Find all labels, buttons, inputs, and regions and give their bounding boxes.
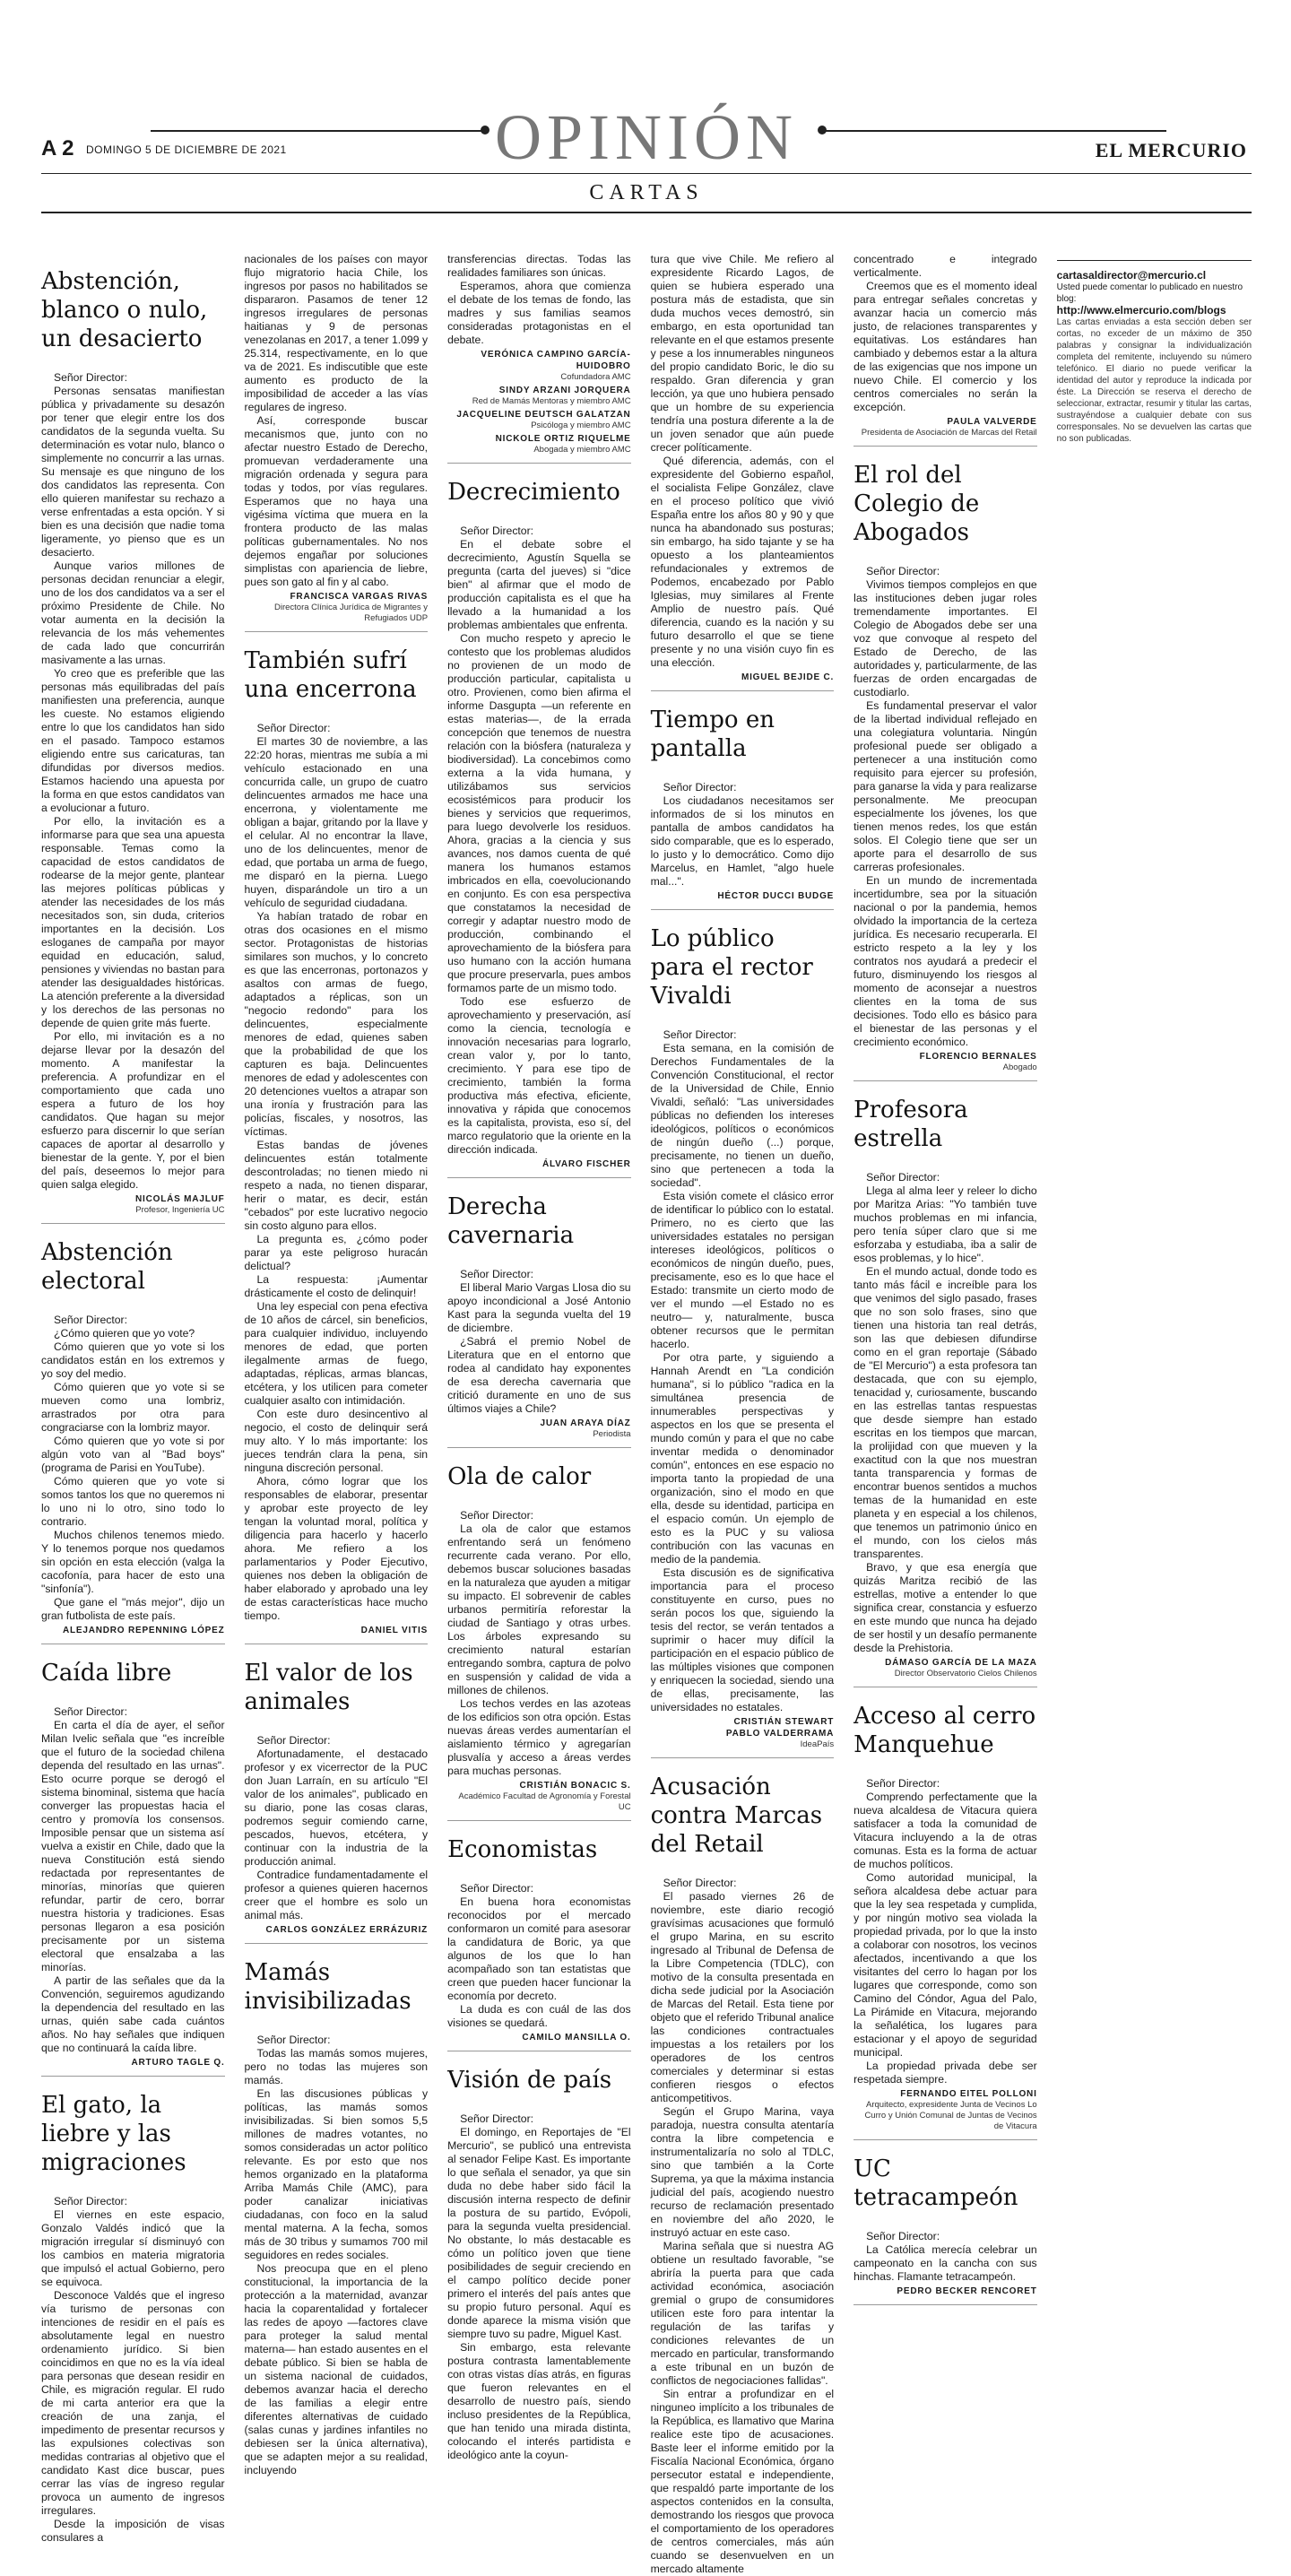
letter-signature	[41, 2057, 225, 2069]
letter-title: Mamás invisibilizadas	[244, 1959, 412, 2015]
blog-link[interactable]: http://www.elmercurio.com/blogs	[1056, 304, 1226, 317]
letter-paragraph: Creemos que es el momento ideal para entregar señales concretas y avanzar hacia un comercio más justo, de relaciones transparentes y equitativas. Los estándares han cambiado y debemos estar a la altura de las exigencias que nos impone un nuevo Chile. El comercio y los centros comerciales no serán la excepción.	[853, 280, 1037, 413]
letter-paragraph: Los ciudadanos necesitamos ser informados de si los minutos en pantalla de ambos candidatos ha sido comparable, que es lo esperado, lo justo y lo democrático. Como dijo Marcelus, en Hamlet, "algo huele mal...".	[650, 794, 835, 888]
author-role: IdeaPaís	[800, 1739, 835, 1749]
letter-title: También sufrí una encerrona	[244, 647, 417, 703]
submission-info	[1057, 260, 1252, 445]
masthead-divider	[41, 212, 1252, 213]
letter-paragraph: El liberal Mario Vargas Llosa dio su apoyo incondicional a José Antonio Kast para la segunda vuelta del 19 de diciembre.	[447, 1281, 631, 1334]
column-6	[1057, 253, 1252, 2405]
page-date: DOMINGO 5 DE DICIEMBRE DE 2021	[86, 143, 287, 156]
letter-divider	[853, 2139, 1037, 2140]
letter-paragraph: El pasado viernes 26 de noviembre, este diario recogió gravísimas acusaciones que formuló el grupo Marina, en su escrito ingresado al Tribunal de Defensa de la Libre Competencia (TDLC), con motivo de la consulta presentada en dicha sede judicial por la Asociación de Marcas del Retail. Esta tiene por objeto que el referido Tribunal analice las condiciones contractuales impuestas a los retailers por los operadores de los centros comerciales y determinar si estas confieren riesgos o efectos anticompetitivos.	[650, 1890, 835, 2104]
letter-signature	[245, 1924, 429, 1936]
letter-paragraph: Esta discusión es de significativa importancia para el proceso constituyente en curso, pues no serán pocos los que, siguiendo la tesis del rector, se verán tentados a suprimir o hacer muy difícil la participación en el espacio público de las múltiples visiones que componen y enriquecen la sociedad, siendo una de ellas, precisamente, las universidades no estatales.	[650, 1566, 835, 1713]
author-role: Arquitecto, expresidente Junta de Vecinos Lo Curro y Unión Comunal de Juntas de Vecinos de Vitacura	[864, 2100, 1037, 2131]
letter-paragraph: Sin entrar a profundizar en el ninguneo implícito a los tribunales de la República, es llamativo que Marina realice este tipo de acusaciones. Baste leer el informe emitido por la Fiscalía Nacional Económica, órgano persecutor estatal e independiente, que respaldó parte importante de los aspectos contenidos en la consulta, demostrando los riesgos que provoca el comportamiento de los operadores de centros comerciales, más aún cuando se desenvuelven en un mercado altamente	[650, 2388, 835, 2575]
letter-paragraph: Por ello, la invitación es a informarse para que sea una apuesta responsable. Temas como la capacidad de estos candidatos de rodearse de la mejor gente, plantear las mejores políticas públicas y atender las necesidades de los más necesitados son, sin duda, criterios importantes en la decisión. Los esloganes de campaña por mayor equidad en educación, salud, pensiones y viviendas no bastan para atender las desigualdades históricas. La atención preferente a la diversidad y los derechos de las personas no depende de quien grite más fuerte.	[41, 815, 225, 1029]
letter-signature	[651, 672, 835, 683]
letter	[853, 1702, 1037, 2140]
letter-signature	[245, 591, 429, 624]
letter	[447, 1462, 631, 1821]
letter-salutation: Señor Director:	[866, 1777, 940, 1790]
letter-paragraph: El martes 30 de noviembre, a las 22:20 horas, mientras me subía a mi vehículo estacionado en una concurrida calle, un grupo de cuatro delincuentes armados me hace una encerrona, y violentamente me obligan a bajar, gritando por la llave y el celular. Al no encontrar la llave, uno de los delincuentes, menor de edad, que portaba un arma de fuego, me disparó en la pierna. Luego huyen, disparándole un tiro a un vehículo de seguridad ciudadana.	[244, 735, 429, 909]
letter-paragraph: Ya habían tratado de robar en otras dos ocasiones en el mismo sector. Protagonistas de historias similares son muchos, y lo concreto es que las encerronas, portonazos y asaltos con armas de fuego, adaptados a réplicas, son un "negocio redondo" para los delincuentes, especialmente menores de edad, quienes saben que la probabilidad de que los capturen es baja. Delincuentes menores de edad y adolescentes con 20 detenciones vueltos a atrapar son una ironía y frustración para las policías, fiscales, y nosotros, las víctimas.	[244, 910, 429, 1138]
letter-paragraph: El viernes en este espacio, Gonzalo Valdés indicó que la migración irregular sí disminuyó con los cambios en materia migratoria que impulsó el actual Gobierno, pero se equivoca.	[41, 2208, 225, 2288]
letter-continuation	[245, 253, 429, 589]
letter-paragraph: Cómo quieren que yo vote si por algún voto van al "Bad boys" (programa de Parisi en YouTube).	[41, 1435, 225, 1474]
letter-paragraph: concentrado e integrado verticalmente.	[853, 253, 1037, 279]
letter-title: UC tetracampeón	[853, 2155, 1018, 2211]
letter-body	[853, 1184, 1037, 1655]
letter-paragraph: ¿Sabrá el premio Nobel de Literatura que en el entorno que rodea al candidato hay exponentes de esa derecha cavernaria que critició duramente en uno de sus últimos viajes a Chile?	[447, 1335, 631, 1415]
letter-title: Lo público para el rector Vivaldi	[650, 925, 813, 1010]
letter-title: Profesora estrella	[853, 1097, 968, 1152]
masthead	[41, 0, 1252, 215]
letter-continuation	[447, 253, 631, 347]
letter-signature	[447, 1418, 631, 1440]
author-name: CAMILO MANSILLA O.	[522, 2033, 631, 2043]
letter-paragraph: En un mundo de incrementada incertidumbre, sea por la situación nacional o por la pandemia, hemos olvidado la importancia de la certeza jurídica. Es necesario recuperarla. El estricto respeto a la ley y los contratos nos ayudará a predecir el futuro, disminuyendo los riesgos al momento de aconsejar a nuestros clientes en la toma de sus decisiones. Todo ello es básico para el bienestar de las personas y el crecimiento económico.	[853, 874, 1037, 1048]
author-name: HÉCTOR DUCCI BUDGE	[717, 891, 835, 901]
column-1	[41, 253, 225, 2544]
author-role: Presidenta de Asociación de Marcas del Retail	[861, 428, 1037, 438]
letter-paragraph: En buena hora economistas reconocidos por el mercado conformaron un comité para asesorar la candidatura de Boric, ya que algunos de los que lo han acompañado son tan estatistas que creen que pueden hacer funcionar la economía por decreto.	[447, 1895, 631, 2002]
letter-paragraph: Es fundamental preservar el valor de la libertad individual reflejado en una colegiatura voluntaria. Ningún profesional puede ser obligado a pertenecer a una institución como requisito para ejercer su profesión, para ganarse la vida y para realizarse personalmente. Me preocupan especialmente los jóvenes, los que tienen menos redes, los que están solos. El Colegio tiene que ser un aporte para el desarrollo de sus carreras profesionales.	[853, 699, 1037, 873]
letter-paragraph: Según el Grupo Marina, vaya paradoja, nuestra consulta atentaría contra la libre competencia e instrumentalizaría no solo al TDLC, sino que también a la Corte Suprema, ya que la máxima instancia judicial del país, acogiendo nuestro recurso de reclamación presentado en noviembre del año 2020, le instruyó actuar en este caso.	[650, 2105, 835, 2239]
letter-signature	[853, 2088, 1037, 2132]
letter-paragraph: Esta semana, en la comisión de Derechos Fundamentales de la Convención Constitucional, el rector de la Universidad de Chile, Ennio Vivaldi, señaló: "Las universidades públicas no defienden los intereses ideológicos, políticos o económicos de ningún dueño (...) porque, precisamente, no tienen un dueño, sino que pertenecen a toda la sociedad".	[650, 1042, 835, 1189]
letter-divider	[447, 1177, 631, 1178]
author-name: ÁLVARO FISCHER	[542, 1159, 631, 1169]
letter-paragraph: Bravo, y que esa energía que quizás Maritza recibió de las estrellas, motive a entender lo que significa crear, constancia y esfuerzo en este mundo que nunca ha dejado de ser hostil y un desafío permanente desde la Prehistoria.	[853, 1561, 1037, 1654]
letter-paragraph: transferencias directas. Todas las realidades familiares son únicas.	[447, 253, 631, 279]
letter	[41, 1659, 225, 2077]
letter-divider	[447, 1447, 631, 1448]
letter	[245, 646, 429, 1644]
letter-title: Acceso al cerro Manquehue	[853, 1703, 1036, 1758]
letter-paragraph: Por otra parte, y siguiendo a Hannah Arendt en "La condición humana", si lo público "radica en la simultánea presencia de innumerables perspectivas y aspectos en los que se presenta el mundo común y para el que no cabe inventar medida o denominador común", entonces en ese espacio no importa tanto la propiedad de una organización, sino el modo en que ella, desde su identidad, participa en el espacio común. Un ejemplo de esto es la PUC y su valiosa contribución con las vacunas en medio de la pandemia.	[650, 1351, 835, 1566]
letter-continuation	[853, 253, 1037, 414]
letter	[651, 706, 835, 910]
letter-title: Abstención, blanco o nulo, un desacierto	[41, 268, 208, 352]
column-3	[447, 253, 631, 2461]
letter-salutation: Señor Director:	[663, 1877, 737, 1889]
letter-body	[41, 1327, 225, 1623]
letter	[41, 2091, 225, 2545]
letter-paragraph: Esperamos, ahora que comienza el debate de los temas de fondo, las madres y sus familias seamos consideradas protagonistas en el debate.	[447, 280, 631, 346]
letter-body	[651, 794, 835, 889]
letter-paragraph: Como autoridad municipal, la señora alcaldesa debe actuar para que la ley sea respetada y cumplida, y por ningún motivo sea violada la propiedad privada, por lo que la insto a colaborar con nosotros, los vecinos afectados, incentivando a que los visitantes del cerro lo hagan por los lugares que corresponde, como son Camino del Cóndor, Agua del Palo, La Pirámide en Vitacura, mejorando la señalética, los lugares para estacionar y el apoyo de seguridad municipal.	[853, 1871, 1037, 2059]
author-name: FLORENCIO BERNALES	[919, 1052, 1037, 1062]
letter-title: El gato, la liebre y las migraciones	[41, 2092, 186, 2176]
letter-salutation: Señor Director:	[54, 1314, 127, 1326]
letter-salutation: Señor Director:	[54, 2195, 127, 2207]
letter-paragraph: Los techos verdes en las azoteas de los edificios son otra opción. Estas nuevas áreas verdes aumentarían el aislamiento térmico y agregarían plusvalía y acceso a áreas verdes para muchas personas.	[447, 1697, 631, 1777]
author-name: FRANCISCA VARGAS RIVAS	[290, 592, 429, 602]
letter	[447, 478, 631, 1178]
letter-body	[41, 1719, 225, 2055]
author-name: NICKOLE ORTIZ RIQUELME	[495, 434, 631, 444]
masthead-rule-right	[821, 130, 1166, 132]
letter-body	[651, 1890, 835, 2576]
letter-salutation: Señor Director:	[256, 2034, 331, 2046]
letter-signature	[853, 1657, 1037, 1679]
letter-salutation: Señor Director:	[256, 1734, 331, 1747]
letter	[447, 2066, 631, 2462]
letter-title: Abstención electoral	[41, 1239, 173, 1295]
letter-paragraph: En el debate sobre el decrecimiento, Agustín Squella se pregunta (carta del jueves) si "dice bien" al afirmar que el modo de producción capitalista es el que ha llevado a la humanidad a los problemas ambientales que enfrenta.	[447, 538, 631, 631]
letter-signature	[853, 1051, 1037, 1073]
page-number: A 2	[41, 136, 74, 160]
letter-signature	[651, 890, 835, 902]
author-role: Director Observatorio Cielos Chilenos	[894, 1669, 1037, 1678]
letter	[853, 461, 1037, 1081]
author-name: SINDY ARZANI JORQUERA	[498, 386, 631, 395]
letter-title: Visión de país	[447, 2067, 612, 2094]
letter-paragraph: Comprendo perfectamente que la nueva alcaldesa de Vitacura quiera satisfacer a toda la comunidad de Vitacura incluyendo a la de otras comunas. Esta es la forma de actuar de muchos políticos.	[853, 1791, 1037, 1870]
letter	[853, 2155, 1037, 2305]
letter	[447, 1193, 631, 1448]
letter-title: Acusación contra Marcas del Retail	[650, 1774, 823, 1858]
letter-salutation: Señor Director:	[54, 371, 127, 384]
author-name: JACQUELINE DEUTSCH GALATZAN	[456, 410, 631, 420]
letter-paragraph: Con este duro desincentivo al negocio, el costo de delinquir será muy alto. Y lo más importante: los jueces tendrán clara la pena, sin ninguna discreción personal.	[244, 1408, 429, 1474]
letter	[853, 1096, 1037, 1687]
letter-salutation: Señor Director:	[460, 1509, 534, 1522]
letter-body	[853, 1791, 1037, 2086]
author-name: CARLOS GONZÁLEZ ERRÁZURIZ	[265, 1925, 429, 1935]
letter-paragraph: Todo ese esfuerzo de aprovechamiento y preservación, así como la ciencia, tecnología e innovación necesarias para lograrlo, crean valor y, por lo tanto, crecimiento. Y para ese tipo de crecimiento, también la forma productiva más efectiva, eficiente, innovativa y rápida que conocemos es la capitalista, provista, eso sí, del marco regulatorio que la oriente en la dirección indicada.	[447, 995, 631, 1156]
letter-paragraph: Contradice fundamentadamente el profesor a quienes quieren hacernos creer que el hombre es solo un animal más.	[244, 1869, 429, 1921]
author-name: CRISTIÁN BONACIC S.	[519, 1781, 631, 1791]
letter-divider	[853, 2304, 1037, 2305]
letter-paragraph: Por ello, mi invitación es a no dejarse llevar por la desazón del momento. A manifestar la preferencia. A profundizar en el comportamiento que cada uno espera a futuro de los hoy candidatos. Que hagan su mejor esfuerzo para discernir lo que serían capaces de aportar al desarrollo y bienestar de la gente. Y, por el bien del país, deseemos lo mejor para quien salga elegido.	[41, 1030, 225, 1191]
column-4	[650, 253, 835, 2575]
author-name: PEDRO BECKER RENCORET	[897, 2286, 1037, 2296]
author-role: Periodista	[593, 1429, 631, 1439]
letter-salutation: Señor Director:	[663, 1028, 737, 1041]
letter-body	[245, 2047, 429, 2477]
letters-email[interactable]: cartasaldirector@mercurio.cl	[1056, 269, 1207, 282]
letter-paragraph: Cómo quieren que yo vote si los candidatos están en los extremos y yo soy del medio.	[41, 1340, 225, 1380]
letter-signature	[447, 1158, 631, 1170]
letter-paragraph: En carta el día de ayer, el señor Milan Ivelic señala que "es increíble que el futuro de la sociedad chilena dependa del resultado en las urnas". Esto ocurre porque se derogó el sistema binominal, sistema que hacía converger las propuestas hacia el centro y promovía los consensos. Imposible pensar que un sistema así vuelva a existir en Chile, dado que la nueva Constitución está siendo redactada por representantes de minorías, minorías que quieren refundar, partir de cero, borrar nuestra historia y tradiciones. Esas personas llegaron a esa posición precisamente por un sistema electoral que ensalzaba a las minorías.	[41, 1719, 225, 1973]
letter-signature	[447, 349, 631, 383]
letter-signature	[41, 1193, 225, 1216]
letter-salutation: Señor Director:	[866, 565, 940, 577]
letter-body	[447, 2126, 631, 2462]
letter-paragraph: Afortunadamente, el destacado profesor y ex vicerrector de la PUC don Juan Larraín, en su artículo "El valor de los animales", publicado en su diario, pone las cosas claras, podremos seguir comiendo carne, pescados, huevos, etcétera, y continuar con la industria de la producción animal.	[244, 1748, 429, 1868]
author-name: ALEJANDRO REPENNING LÓPEZ	[62, 1626, 225, 1635]
letter-title: Derecha cavernaria	[447, 1193, 575, 1249]
letter-paragraph: Así, corresponde buscar mecanismos que, junto con no afectar nuestro Estado de Derecho, promuevan verdaderamente una migración ordenada y segura para todas y todos, por vías regulares. Esperamos que no haya una vigésima víctima que muera en la frontera producto de las malas políticas gubernamentales. No nos dejemos engañar por soluciones simplistas con apariencia de liebre, pues son gato al fin y al cabo.	[244, 414, 429, 588]
letter-divider	[41, 2076, 225, 2077]
letter-paragraph: Vivimos tiempos complejos en que las instituciones deben jugar roles tremendamente importantes. El Colegio de Abogados debe ser una voz que convoque al respeto del Estado de Derecho, de las autoridades y, particularmente, de las fuerzas de orden encargadas de custodiarlo.	[853, 578, 1037, 698]
letter	[447, 1835, 631, 2051]
letter-title: El rol del Colegio de Abogados	[853, 462, 980, 546]
letter-title: Caída libre	[41, 1660, 172, 1687]
author-name: PAULA VALVERDE	[947, 417, 1037, 427]
letter-paragraph: tura que vive Chile. Me refiero al expresidente Ricardo Lagos, de quien se hubiera esperado una postura más de estadista, que sin duda muchos veces demostró, sin embargo, en esta oportunidad tan relevante en el que estamos presente y pese a los innumerables ninguneos del propio candidato Boric, le dio su respaldo. Gran diferencia y gran lección, ya que uno hubiera pensado que un hombre de su experiencia tendría una postura diferente a la de un joven senador que aún puede crecer políticamente.	[650, 253, 835, 454]
letter-title: Ola de calor	[447, 1463, 592, 1490]
letter-body	[41, 2208, 225, 2545]
letter-body	[245, 735, 429, 1623]
letter-salutation: Señor Director:	[866, 2230, 940, 2242]
letter	[41, 267, 225, 1224]
letter-salutation: Señor Director:	[663, 781, 737, 794]
letter-paragraph: La respuesta: ¡Aumentar drásticamente el costo de delinquir!	[244, 1273, 429, 1299]
letter-signature	[245, 1625, 429, 1636]
letter	[651, 1773, 835, 2576]
letter-signature	[853, 2285, 1037, 2297]
newspaper-name: EL MERCURIO	[1095, 139, 1247, 161]
author-name: MIGUEL BEJIDE C.	[741, 672, 835, 682]
blog-invite: Usted puede comentar lo publicado en nuestro blog:	[1056, 282, 1243, 304]
letter-divider	[853, 446, 1037, 447]
letter-paragraph: Desde la imposición de visas consulares a	[41, 2518, 225, 2544]
letter-paragraph: ¿Cómo quieren que yo vote?	[54, 1327, 195, 1340]
letter-salutation: Señor Director:	[866, 1171, 940, 1184]
letter-divider	[651, 909, 835, 910]
letter	[245, 1659, 429, 1944]
letter-paragraph: El domingo, en Reportajes de "El Mercurio", se publicó una entrevista al senador Felipe Kast. Es importante lo que señala el senador, ya que sin duda no debe haber sido fácil la discusión interna respecto de definir la postura de su partido, Evópoli, para la segunda vuelta presidencial. No obstante, lo más destacable es cómo un político joven que tiene posibilidades de seguir creciendo en el campo político decide poner primero el interés del país antes que su propio futuro personal. Aquí es donde aparece la misma visión que siempre tuvo su padre, Miguel Kast.	[447, 2126, 631, 2340]
author-name: JUAN ARAYA DÍAZ	[540, 1418, 631, 1428]
letter-continuation	[651, 253, 835, 670]
letter-paragraph: La Católica merecía celebrar un campeonato en la cancha con sus hinchas. Flamante tetracampeón.	[853, 2243, 1037, 2283]
letter-paragraph: Aunque varios millones de personas decidan renunciar a elegir, uno de los dos candidatos va a ser el próximo Presidente de Chile. No votar aumenta en la decisión la relevancia de los más vehementes de cada lado que concurrirán masivamente a las urnas.	[41, 559, 225, 666]
letter-divider	[651, 1757, 835, 1758]
letter-body	[853, 578, 1037, 1049]
author-name: FERNANDO EITEL POLLONI	[900, 2089, 1037, 2099]
letter-salutation: Señor Director:	[256, 722, 331, 734]
letter-paragraph: Muchos chilenos tenemos miedo. Y lo tenemos porque nos quedamos sin opción en esta elección (valga la cacofonía, para hacer de esto una "sinfonía").	[41, 1529, 225, 1595]
author-role: Abogado	[1002, 1062, 1037, 1072]
letter-signature	[447, 1780, 631, 1813]
subsection-title: CARTAS	[589, 181, 704, 204]
letter-paragraph: Nos preocupa que en el pleno constitucional, la importancia de la protección a la maternidad, avanzar hacia la coparentalidad y fortalecer las redes de apoyo —factores clave para proteger la salud mental materna— han estado ausentes en el debate público. Si bien se habla de un sistema nacional de cuidados, debemos avanzar hacia el derecho de las familias a elegir entre diferentes alternativas de cuidado (salas cunas y jardines infantiles no debiesen ser la única alternativa), que se adapten mejor a su realidad, incluyendo	[244, 2262, 429, 2476]
column-5	[853, 253, 1037, 2405]
author-name: ARTURO TAGLE Q.	[131, 2058, 225, 2068]
author-role: Red de Mamás Mentoras y miembro AMC	[472, 396, 631, 406]
author-name: DANIEL VITIS	[360, 1626, 429, 1635]
letter-paragraph: Estas bandas de jóvenes delincuentes están totalmente descontroladas; no tienen miedo ni respeto a nada, no tienen disparar, herir o matar, es decir, están "cebados" por este lucrativo negocio sin costo alguno para ellos.	[244, 1139, 429, 1232]
letter-salutation: Señor Director:	[54, 1705, 127, 1718]
letter-body	[447, 1281, 631, 1416]
letter-signature	[41, 1625, 225, 1636]
letter-signature	[447, 433, 631, 455]
letter-paragraph: Yo creo que es preferible que las personas más equilibradas del país manifiesten una preferencia, aunque les cueste. No estamos eligiendo entre lo que los candidatos han sido en el pasado. Tampoco estamos eligiendo entre sus caricaturas, tan difundidas por diversos medios. Estamos haciendo una apuesta por la forma en que estos candidatos van a evolucionar a futuro.	[41, 667, 225, 814]
author-name: NICOLÁS MAJLUF	[135, 1194, 225, 1204]
letter-body	[651, 1042, 835, 1714]
letter-divider	[853, 1080, 1037, 1081]
author-name: VERÓNICA CAMPINO GARCÍA-HUIDOBRO	[481, 350, 631, 371]
author-name: DÁMASO GARCÍA DE LA MAZA	[885, 1658, 1037, 1668]
letter-salutation: Señor Director:	[460, 1882, 534, 1895]
letter-body	[447, 1522, 631, 1778]
letter-paragraph: La pregunta es, ¿cómo poder parar ya este peligroso huracán delictual?	[244, 1233, 429, 1272]
letter-title: Decrecimiento	[447, 479, 620, 506]
letter-paragraph: La duda es con cuál de las dos visiones se quedará.	[447, 2003, 631, 2029]
letter-paragraph: nacionales de los países con mayor flujo migratorio hacia Chile, los ingresos por pasos no habilitados se dispararon. Pasamos de tener 12 ingresos irregulares de personas haitianas y 9 de personas venezolanas en 2017, a tener 1.099 y 25.314, respectivamente, en lo que va de 2021. Es indiscutible que este aumento es producto de la imposibilidad de acceder a las vías regulares de ingreso.	[244, 253, 429, 413]
letter-divider	[651, 690, 835, 691]
letter	[651, 924, 835, 1758]
letter-divider	[447, 1820, 631, 1821]
letter-paragraph: Cómo quieren que yo vote si se mueven como una lombriz, arrastrados por otra para congraciarse con la lombriz mayor.	[41, 1381, 225, 1434]
letter-paragraph: Una ley especial con pena efectiva de 10 años de cárcel, sin beneficios, para cualquier individuo, incluyendo menores de edad, que porten ilegalmente armas de fuego, adaptadas, réplicas, armas blancas, etcétera, y los utilicen para cometer cualquier asalto con intimidación.	[244, 1300, 429, 1407]
letter-signature	[853, 416, 1037, 438]
letter-title: Economistas	[447, 1836, 598, 1863]
letter-paragraph: La propiedad privada debe ser respetada siempre.	[853, 2060, 1037, 2086]
letter-divider	[245, 1943, 429, 1944]
letter	[41, 1238, 225, 1644]
letter-paragraph: Que gane el "más mejor", dijo un gran futbolista de este país.	[41, 1596, 225, 1622]
letter-signature	[651, 1716, 835, 1750]
author-role: Profesor, Ingeniería UC	[135, 1205, 225, 1215]
letter-salutation: Señor Director:	[460, 525, 534, 537]
letter-paragraph: Qué diferencia, además, con el expresidente del Gobierno español, el socialista Felipe González, clave en el proceso político que vivió España entre los años 80 y 90 y que nunca ha abandonado sus posturas; sin embargo, ha sido tajante y se ha opuesto a los planteamientos refundacionales y extremos de Podemos, encabezado por Pablo Iglesias, muy similares al Frente Amplio de nuestro país. Qué diferencia, cuando es la nación y su futuro desarrollo el que se tiene presente y no una visión cuyo fin es una elección.	[650, 455, 835, 669]
author-name: PABLO VALDERRAMA	[725, 1729, 835, 1739]
masthead-divider	[41, 173, 1252, 174]
letter-paragraph: Esta visión comete el clásico error de identificar lo público con lo estatal. Primero, no es cierto que las universidades estatales no persigan intereses ideológicos, políticos o económicos de ningún dueño, pues, precisamente, eso es lo que hace el Estado: transmite un cierto modo de ver el mundo —el Estado no es neutro— y, naturalmente, busca obtener recursos que le permitan hacerlo.	[650, 1190, 835, 1350]
letter-paragraph: Llega al alma leer y releer lo dicho por Maritza Arias: "Yo también tuve muchos problemas en mi infancia, pero tenía súper claro que si me esforzaba y estudiaba, iba a salir de esos problemas, y lo hice".	[853, 1184, 1037, 1264]
letter-salutation: Señor Director:	[460, 2112, 534, 2125]
column-2	[244, 253, 429, 2476]
letter-paragraph: Desconoce Valdés que el ingreso vía turismo de personas con intenciones de residir en el país es absolutamente legal en nuestro ordenamiento jurídico. Si bien coincidimos en que no es la vía ideal para personas que desean residir en Chile, es migración regular. El rudo de mi carta anterior era que la creación de una zanja, el impedimento de presentar recursos y las expulsiones colectivas son medidas contrarias al objetivo que el candidato Kast dice buscar, pues cerrar las vías de ingreso regular provoca un aumento de ingresos irregulares.	[41, 2289, 225, 2517]
letter-paragraph: Cómo quieren que yo vote si somos tantos los que no queremos ni lo uno ni lo otro, sino todo lo contrario.	[41, 1475, 225, 1528]
letter-signature	[447, 2032, 631, 2043]
letter-body	[447, 1895, 631, 2030]
letter	[245, 1958, 429, 2477]
letters-disclaimer: Las cartas enviadas a esta sección deben ser cortas, no exceder de un máximo de 350 palabras y consignar la individualización completa del remitente, incluyendo su número telefónico. El diario no puede verificar la identidad del autor y reproduce la indicada por éste. La Dirección se reserva el derecho de seleccionar, extractar, resumir y titular las cartas, sustrayéndose a cualquier debate con sus corresponsales. No se devuelven las cartas que no son publicadas.	[1056, 317, 1252, 444]
letters-columns	[41, 253, 1252, 2575]
author-name: CRISTIÁN STEWART	[733, 1717, 835, 1727]
letter-divider	[41, 1223, 225, 1224]
letter-divider	[245, 631, 429, 632]
letter-paragraph: Con mucho respeto y aprecio le contesto que los problemas aludidos no provienen de un modo de producción particular, capitalista u otro. Provienen, como bien afirma el informe Dasgupta —un referente en estas materias—, de la errada concepción que tenemos de nuestra relación con la biósfera (naturaleza y biodiversidad). La concebimos como externa a la vida humana, y utilizábamos sus servicios ecosistémicos para producir los bienes y servicios que requerimos, para luego devolverle los residuos. Ahora, gracias a la ciencia y sus avances, nos damos cuenta de qué manera los humanos estamos imbricados en ella, coevolucionando en conjunto. Es con esa perspectiva que constatamos la necesidad de corregir y adaptar nuestro modo de producción, combinando el aprovechamiento de la biósfera para uso humano con la acción humana que procure preservarla, pues ambos formamos parte de un mismo todo.	[447, 632, 631, 994]
author-role: Cofundadora AMC	[560, 372, 631, 382]
letter-paragraph: A partir de las señales que da la Convención, seguiremos agudizando la dependencia del resultado en las urnas, quién sabe cada cuántos años. No hay señales que indiquen que no continuará la caída libre.	[41, 1974, 225, 2054]
letter-body	[853, 2243, 1037, 2284]
letter-paragraph: Marina señala que si nuestra AG obtiene un resultado favorable, "se abriría la puerta para que cada actividad económica, asociación gremial o grupo de consumidores utilicen este foro para intentar la regulación de las tarifas y condiciones relevantes de un mercado en particular, transformando a este tribunal en un buzón de conflictos de negociaciones fallidas".	[650, 2240, 835, 2387]
letter-body	[41, 385, 225, 1192]
author-role: Psicóloga y miembro AMC	[531, 421, 631, 430]
letter-paragraph: Sin embargo, esta relevante postura contrasta lamentablemente con otras vistas días atrás, en figuras que fueron relevantes en el desarrollo de nuestro país, siendo incluso presidentes de la República, que han tenido una mirada distinta, colocando el interés partidista e ideológico ante la coyun-	[447, 2341, 631, 2461]
letter-paragraph: Todas las mamás somos mujeres, pero no todas las mujeres son mamás.	[244, 2047, 429, 2086]
letter-paragraph: En las discusiones públicas y políticas, las mamás somos invisibilizadas. Si bien somos 5,5 millones de madres votantes, no somos consideradas un actor político relevante. Es por esto que nos hemos organizado en la plataforma Arriba Mamás Chile (AMC), para poder canalizar iniciativas ciudadanas, con foco en la salud mental materna. A la fecha, somos más de 30 tribus y sumamos 700 mil seguidores en redes sociales.	[244, 2087, 429, 2261]
letter-signature	[447, 385, 631, 407]
letter-paragraph: Personas sensatas manifiestan pública y privadamente su desazón por tener que elegir entre los dos candidatos de la segunda vuelta. Su determinación es votar nulo, blanco o simplemente no concurrir a las urnas. Su mensaje es que ninguno de los dos candidatos las representa. Con ello quieren manifestar su rechazo a verse enfrentadas a esta opción. Y si bien es una decisión que nadie toma ligeramente, yo pienso que es un desacierto.	[41, 385, 225, 559]
letter-title: El valor de los animales	[244, 1660, 413, 1715]
author-role: Directora Clínica Jurídica de Migrantes y Refugiados UDP	[273, 603, 429, 623]
letter-title: Tiempo en pantalla	[650, 707, 775, 762]
letter-paragraph: Ahora, cómo lograr que los responsables de elaborar, presentar y aprobar este proyecto de ley tengan la voluntad moral, política y diligencia para hacerlo y hacerlo ahora. Me refiero a los parlamentarios y Poder Ejecutivo, quienes nos deben la obligación de haber elaborado y aprobado una ley de estas características hace mucho tiempo.	[244, 1475, 429, 1622]
section-title: OPINIÓN	[495, 101, 798, 173]
letter-body	[447, 538, 631, 1157]
letter-signature	[447, 409, 631, 431]
letter-body	[245, 1748, 429, 1922]
letter-paragraph: La ola de calor que estamos enfrentando será un fenómeno recurrente cada verano. Por ello, debemos buscar soluciones basadas en la naturaleza que ayuden a mitigar su impacto. El sobrevenir de cables urbanos permitiría reforestar la ciudad de Santiago y otras urbes. Los árboles expresando su crecimiento natural estarían entregando sombra, captura de polvo en suspensión y calidad de vida a millones de chilenos.	[447, 1522, 631, 1696]
author-role: Académico Facultad de Agronomía y Forestal UC	[458, 1791, 631, 1812]
letter-salutation: Señor Director:	[460, 1268, 534, 1280]
letter-paragraph: En el mundo actual, donde todo es tanto más fácil e increíble para los que venimos del siglo pasado, frases que no son solo frases, sino que tienen una historia tan real detrás, son las que debiesen difundirse como en el gran reportaje (Sábado de "El Mercurio") a esta profesora tan destacada, que con su ejemplo, tenacidad y, curiosamente, buscando en las estrellas tantas respuestas que desde siempre han estado escritas en los tiempos que marcan, la prolijidad con que mueven y la exactitud con la que nos muestran tanta transparencia y formas de encontrar buenos sentidos a muchos temas de la humanidad en este planeta y en especial a los chilenos, que tenemos un patrimonio único en el mundo, con los cielos más transparentes.	[853, 1265, 1037, 1560]
letter-divider	[447, 463, 631, 464]
author-role: Abogada y miembro AMC	[533, 445, 631, 455]
